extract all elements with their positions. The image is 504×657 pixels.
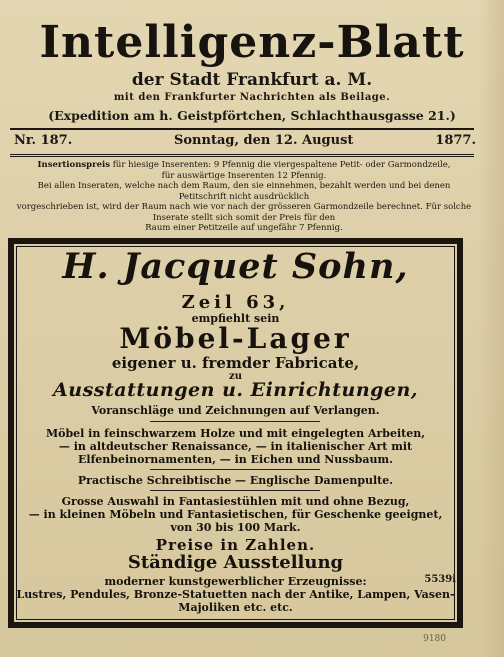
ad-block-chairs-line: Grosse Auswahl in Fantasiestühlen mit und ohne Bezug, xyxy=(61,495,410,508)
header-rule-top xyxy=(10,128,474,130)
ad-furnishing: Ausstattungen u. Einrichtungen, xyxy=(53,379,418,401)
issue-bar xyxy=(14,133,476,151)
masthead-title: Intelligenz-Blatt xyxy=(39,17,465,68)
ad-exhibition: Ständige Ausstellung xyxy=(127,552,344,573)
ad-estimates: Voranschläge und Zeichnungen auf Verlangen. xyxy=(91,404,380,417)
footer-mark: 9180 xyxy=(423,634,446,644)
masthead-supplement: mit den Frankfurter Nachrichten als Beilage. xyxy=(113,92,391,103)
ad-reference-code: 5539i xyxy=(424,574,456,585)
ad-block-furniture xyxy=(8,427,463,466)
insertion-line-4: vorgeschrieben ist, wird der Raum nach wie vor nach der grösseren Garmondzeile berechnet. Für solche Inserate stellt sich somit der Preis für den xyxy=(16,202,472,223)
ad-firm-name: H. Jacquet Sohn, xyxy=(62,246,409,287)
insertion-line-2: für auswärtige Inserenten 12 Pfennig. xyxy=(161,170,327,181)
ad-headline: Möbel-Lager xyxy=(119,322,352,355)
ad-block-desks: Practische Schreibtische — Englische Damenpulte. xyxy=(77,474,394,487)
insertion-line-1-text: für hiesige Inserenten: 9 Pfennig die viergespaltene Petit- oder Garmondzeile, xyxy=(112,160,451,170)
issue-date: Sonntag, den 12. August xyxy=(174,133,354,148)
ad-block-chairs-line: von 30 bis 100 Mark. xyxy=(170,521,301,534)
ad-block-furniture-line: — in altdeutscher Renaissance, — in italienischer Art mit xyxy=(58,440,413,453)
ad-block-decor xyxy=(8,575,463,614)
insertion-line-3: Bei allen Inseraten, welche nach dem Raum, den sie einnehmen, bezahlt werden und bei denen Petitschrift nicht ausdrücklich xyxy=(37,181,451,202)
ad-block-chairs-line: — in kleinen Möbeln und Fantasietischen, für Geschenke geeignet, xyxy=(28,508,443,521)
ad-block-chairs xyxy=(8,495,463,534)
issue-number: Nr. 187. xyxy=(14,133,73,148)
insertion-label: Insertionspreis xyxy=(37,160,111,170)
ad-block-furniture-line: Möbel in feinschwarzem Holze und mit eingelegten Arbeiten, xyxy=(45,427,426,440)
ad-fabricate: eigener u. fremder Fabricate, xyxy=(111,354,360,372)
masthead-subtitle: der Stadt Frankfurt a. M. xyxy=(131,70,373,90)
ad-block-decor-line: moderner kunstgewerblicher Erzeugnisse: xyxy=(104,575,367,588)
insertion-line-5: Raum einer Petitzeile auf ungefähr 7 Pfennig. xyxy=(145,223,343,233)
header-rule-bottom xyxy=(10,154,474,157)
issue-year: 1877. xyxy=(435,133,476,148)
ad-prices: Preise in Zahlen. xyxy=(155,536,316,554)
ad-block-decor-line: Majoliken etc. etc. xyxy=(178,601,293,614)
ad-address: Zeil 63, xyxy=(181,292,290,313)
insertion-line-1 xyxy=(14,160,474,171)
ad-block-furniture-line: Elfenbeinornamenten, — in Eichen und Nussbaum. xyxy=(78,453,393,466)
ad-separator xyxy=(150,421,320,422)
ad-separator xyxy=(150,469,320,470)
ad-recommends: empfiehlt sein xyxy=(191,312,280,325)
ad-zu: zu xyxy=(229,371,242,382)
masthead-expedition: (Expedition am h. Geistpförtchen, Schlachthausgasse 21.) xyxy=(48,108,456,123)
ad-separator xyxy=(150,490,320,491)
ad-block-decor-line: Lustres, Pendules, Bronze-Statuetten nach der Antike, Lampen, Vasen- xyxy=(16,588,455,601)
insertion-notice xyxy=(14,160,474,234)
